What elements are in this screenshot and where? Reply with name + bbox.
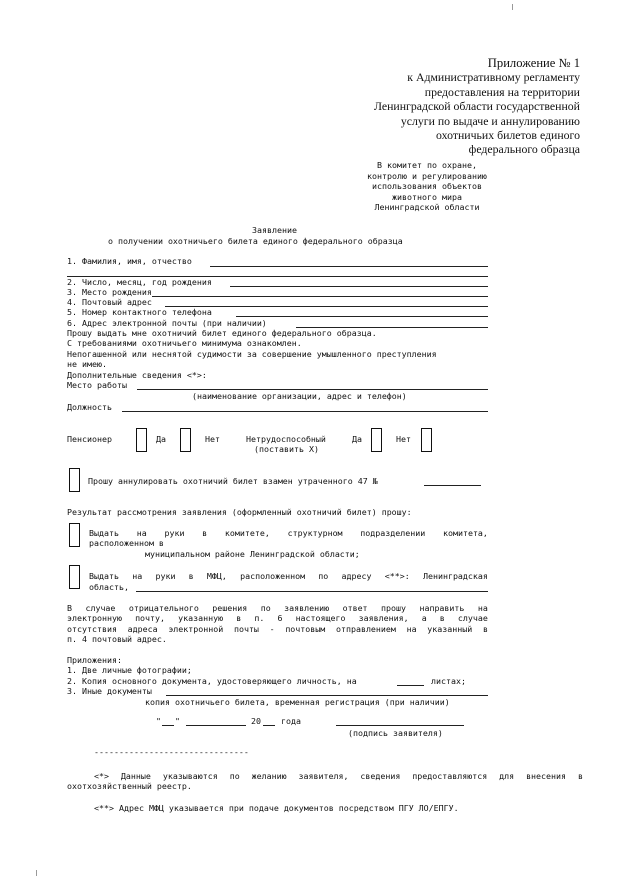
field-postal-address-line[interactable] [165, 306, 488, 307]
word: почту, [135, 613, 166, 623]
word: на [477, 603, 488, 613]
word: желанию [251, 771, 287, 781]
conviction-text-2: не имею. [67, 359, 107, 369]
pensioner-yes-checkbox[interactable] [136, 428, 147, 452]
word: ответ [342, 603, 368, 613]
field-email-label: 6. Адрес электронной почты (при наличии) [67, 318, 267, 328]
signature-line[interactable] [336, 725, 464, 726]
workplace-hint: (наименование организации, адрес и телефон) [192, 391, 407, 401]
position-label: Должность [67, 402, 112, 412]
result-option-mfc-line1 [89, 571, 488, 581]
word: в [482, 624, 488, 634]
word: адресу [341, 571, 372, 581]
addressee-line: контролю и регулированию [367, 170, 487, 181]
attachment-id-copy: 2. Копия основного документа, удостоверяющего личность, на [67, 676, 357, 686]
form-subtitle: о получении охотничьего билета единого федерального образца [108, 236, 403, 246]
date-quote-close: " [175, 716, 180, 726]
word: комитета, [442, 528, 488, 538]
negative-line4: п. 4 почтовый адрес. [67, 634, 167, 644]
addressee-line: Ленинградской области [374, 202, 480, 213]
word: заявления, [358, 613, 409, 623]
date-quote-open: " [156, 716, 161, 726]
form-title: Заявление [252, 225, 297, 235]
word: в [439, 613, 445, 623]
negative-line2 [67, 613, 488, 623]
workplace-line[interactable] [137, 389, 488, 390]
word: руки [155, 571, 176, 581]
footnote-1-line2: охотхозяйственный реестр. [67, 781, 192, 791]
word: по [260, 603, 271, 613]
word: прошу [381, 603, 406, 613]
word: в [236, 613, 242, 623]
field-full-name-label: 1. Фамилия, имя, отчество [67, 256, 192, 266]
appendix-line: федерального образца [468, 142, 580, 157]
word: <**>: [384, 571, 410, 581]
word: на [132, 571, 143, 581]
signature-hint: (подпись заявителя) [348, 728, 443, 738]
word: расположенном [240, 571, 306, 581]
word: внесения [526, 771, 567, 781]
word: Выдать [89, 571, 119, 581]
date-month-line[interactable] [186, 725, 246, 726]
date-year-suffix: года [281, 716, 301, 726]
word: Данные [120, 771, 151, 781]
conviction-text-1: Непогашенной или неснятой судимости за совершение умышленного преступления [67, 349, 437, 359]
disabled-hint: (поставить Х) [254, 444, 319, 454]
word: Ленинградская [422, 571, 488, 581]
word: адреса [127, 624, 158, 634]
position-line[interactable] [122, 411, 488, 412]
footnote-separator: ------------------------------- [94, 747, 249, 757]
word: по [229, 771, 240, 781]
word: указываются [162, 771, 218, 781]
pensioner-no-label: Нет [205, 434, 220, 444]
word: на [406, 624, 417, 634]
word: в [188, 571, 194, 581]
word: заявителя, [298, 771, 349, 781]
word: указанный [427, 624, 473, 634]
word: в [202, 528, 208, 538]
appendix-line: к Административному регламенту [407, 70, 580, 85]
disabled-yes-label: Да [352, 434, 362, 444]
word: - [269, 624, 275, 634]
attachments-label: Приложения: [67, 655, 122, 665]
negative-line3 [67, 624, 488, 634]
result-label: Результат рассмотрения заявления (оформленный охотничий билет) прошу: [67, 507, 412, 517]
word: случае [457, 613, 488, 623]
result-option-mfc-line2: область, [89, 582, 129, 592]
attachment-other-line[interactable] [166, 695, 488, 696]
result-option-committee-checkbox[interactable] [69, 523, 80, 547]
word: МФЦ, [206, 571, 227, 581]
field-postal-address-label: 4. Почтовый адрес [67, 297, 152, 307]
field-birth-date-line[interactable] [230, 286, 488, 287]
attachment-other-label: 3. Иные документы [67, 686, 152, 696]
additional-info-label: Дополнительные сведения <*>: [67, 370, 207, 380]
word: отправлением [335, 624, 396, 634]
appendix-line: Ленинградской области государственной [373, 99, 580, 114]
word: Выдать [89, 528, 119, 538]
scan-mark [512, 4, 513, 10]
field-birthplace-label: 3. Место рождения [67, 287, 152, 297]
pensioner-no-checkbox[interactable] [180, 428, 191, 452]
word: заявлению [284, 603, 330, 613]
field-phone-line[interactable] [236, 316, 488, 317]
word: руки [164, 528, 185, 538]
word: подразделении [360, 528, 426, 538]
negative-line1 [67, 603, 488, 613]
workplace-label: Место работы [67, 380, 127, 390]
word: случае [85, 603, 116, 613]
addressee-line: использования объектов [372, 181, 482, 192]
result-option-committee-line3: муниципальном районе Ленинградской области; [145, 549, 360, 559]
addressee-line: В комитет по охране, [377, 160, 477, 170]
word: п. [254, 613, 265, 623]
appendix-block [300, 56, 580, 157]
word: для [499, 771, 515, 781]
word: на [136, 528, 147, 538]
attachment-photos: 1. Две личные фотографии; [67, 665, 192, 675]
word: отрицательного [128, 603, 199, 613]
word: В [67, 603, 72, 613]
date-year-line[interactable] [263, 725, 275, 726]
word: структурном [287, 528, 343, 538]
word: направить [419, 603, 465, 613]
appendix-line: предоставления на территории [424, 84, 580, 99]
word: сведения [360, 771, 401, 781]
disabled-label: Нетрудоспособный [246, 434, 326, 444]
addressee-block [330, 160, 524, 213]
disabled-yes-checkbox[interactable] [371, 428, 382, 452]
annul-checkbox[interactable] [69, 468, 80, 492]
addressee-line: животного мира [392, 191, 462, 202]
appendix-title: Приложение № 1 [487, 56, 580, 70]
attachment-pages-suffix: листах; [431, 676, 466, 686]
mfc-address-line[interactable] [136, 591, 488, 592]
word: отсутствия [67, 624, 117, 634]
annul-text: Прошу аннулировать охотничий билет взамен утраченного 47 № [88, 476, 378, 486]
word: почты [233, 624, 259, 634]
word: в [577, 771, 583, 781]
date-year-prefix: 20 [251, 716, 261, 726]
disabled-no-label: Нет [396, 434, 411, 444]
appendix-line: услуги по выдаче и аннулированию [400, 113, 580, 128]
attachment-pages-line[interactable] [397, 685, 424, 686]
field-phone-label: 5. Номер контактного телефона [67, 307, 212, 317]
field-birth-date-label: 2. Число, месяц, год рождения [67, 277, 212, 287]
word: по [318, 571, 329, 581]
word: решения [212, 603, 248, 613]
field-full-name-line[interactable] [210, 266, 488, 267]
word: настоящего [295, 613, 346, 623]
word: указанную [178, 613, 224, 623]
word: а [421, 613, 427, 623]
word: комитете, [224, 528, 270, 538]
attachment-other-hint: копия охотничьего билета, временная регистрация (при наличии) [145, 697, 450, 707]
pensioner-yes-label: Да [156, 434, 166, 444]
result-option-committee-line1 [89, 528, 488, 538]
scan-mark [36, 870, 37, 876]
result-option-mfc-checkbox[interactable] [69, 565, 80, 589]
footnote-2: <**> Адрес МФЦ указывается при подаче документов посредством ПГУ ЛО/ЕПГУ. [94, 803, 459, 813]
word: <*> [94, 771, 109, 781]
word: почтовым [285, 624, 326, 634]
result-option-committee-line2: расположенном в [89, 538, 164, 548]
word: 6 [277, 613, 283, 623]
pensioner-label: Пенсионер [67, 434, 112, 444]
footnote-1-line1 [94, 771, 583, 781]
word: электронную [67, 613, 122, 623]
annul-number-line[interactable] [424, 485, 481, 486]
disabled-no-checkbox[interactable] [421, 428, 432, 452]
request-text: Прошу выдать мне охотничий билет единого федерального образца. [67, 328, 377, 338]
appendix-line: охотничьих билетов единого [436, 128, 580, 143]
date-day-line[interactable] [162, 725, 174, 726]
field-birthplace-line[interactable] [152, 296, 488, 297]
requirements-text: С требованиями охотничьего минимума ознакомлен. [67, 338, 302, 348]
word: предоставляются [412, 771, 488, 781]
word: электронной [168, 624, 224, 634]
